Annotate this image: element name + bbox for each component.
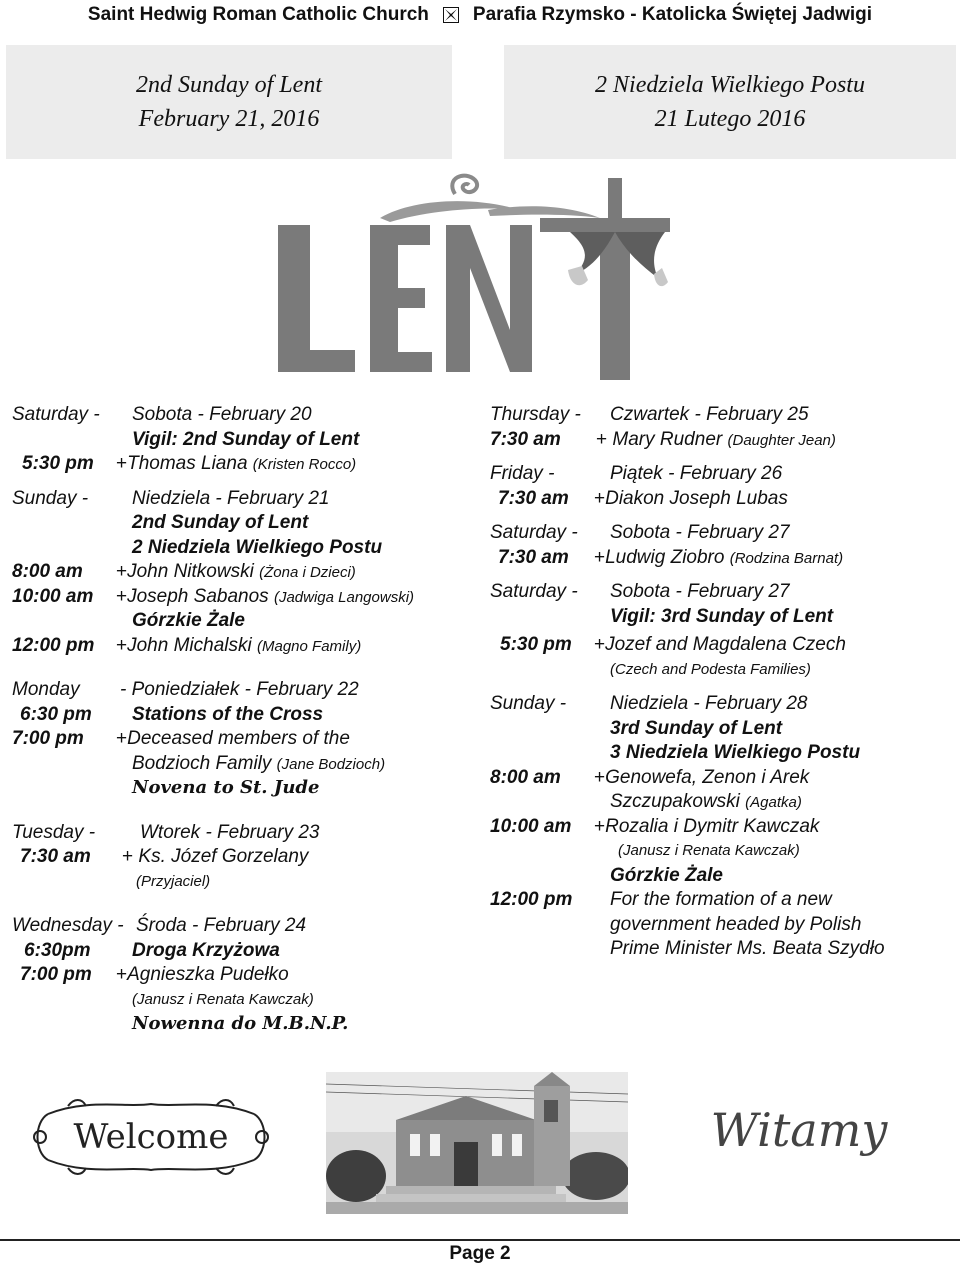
mass-row <box>490 487 956 512</box>
vigil-label: Vigil: 3rd Sunday of Lent <box>610 605 834 627</box>
church-name-english: Saint Hedwig Roman Catholic Church <box>87 4 429 25</box>
day-label: Monday <box>12 679 80 700</box>
mass-row <box>490 815 956 840</box>
witamy-text: Witamy <box>710 1103 888 1157</box>
mass-time: 10:00 am <box>12 585 94 607</box>
mass-time: 6:30pm <box>24 939 91 961</box>
deceased-mark: + <box>594 815 606 837</box>
mass-time: 10:00 am <box>490 815 572 837</box>
mass-row <box>490 546 956 571</box>
mass-intention: Bodzioch Family <box>132 752 272 774</box>
day-date: Niedziela - February 21 <box>132 487 330 509</box>
mass-intention: Thomas Liana <box>127 453 248 474</box>
mass-row <box>12 845 482 870</box>
liturgy-title: 3 Niedziela Wielkiego Postu <box>610 742 861 763</box>
mass-row <box>12 560 482 585</box>
title-box-polish <box>504 45 956 159</box>
title-box-english <box>6 45 452 159</box>
mass-row <box>12 703 482 728</box>
day-label: Thursday - <box>490 404 581 425</box>
mass-row <box>12 963 482 988</box>
schedule-row <box>490 692 956 717</box>
mass-intention: Deceased members of the <box>127 728 350 749</box>
devotion-label: Górzkie Żale <box>610 864 723 886</box>
page-number: Page 2 <box>449 1243 511 1264</box>
mass-intention: Agnieszka Pudełko <box>127 964 289 985</box>
deceased-mark: + <box>116 561 128 582</box>
mass-intention: Ludwig Ziobro <box>605 546 725 568</box>
lent-logo-image <box>270 170 690 385</box>
deceased-mark: + <box>594 546 606 568</box>
church-name-polish: Parafia Rzymsko - Katolicka Świętej Jadwigi <box>472 4 873 25</box>
mass-requester: (Jane Bodzioch) <box>276 755 386 773</box>
mass-requester: (Janusz i Renata Kawczak) <box>618 842 800 859</box>
vigil-label: Vigil: 2nd Sunday of Lent <box>132 428 360 450</box>
schedule-row <box>12 678 482 703</box>
deceased-mark: + <box>596 428 608 450</box>
deceased-mark: + <box>116 453 128 474</box>
deceased-mark: + <box>116 634 128 656</box>
mass-intention: government headed by Polish <box>610 913 862 935</box>
day-date: Piątek - February 26 <box>610 463 783 484</box>
church-header <box>0 0 960 30</box>
schedule-row <box>490 521 956 546</box>
mass-row <box>490 766 956 791</box>
schedule-row <box>12 914 482 939</box>
deceased-mark: + <box>116 964 128 985</box>
mass-row <box>12 939 482 964</box>
day-date: Wtorek - February 23 <box>140 821 320 843</box>
witamy-text-image <box>662 1094 936 1174</box>
day-date: Środa - February 24 <box>136 915 307 936</box>
day-date: Niedziela - February 28 <box>610 693 808 714</box>
welcome-ornament-image <box>28 1092 274 1182</box>
mass-requester: (Żona i Dzieci) <box>259 564 356 581</box>
mass-time: 7:00 pm <box>20 964 92 985</box>
mass-time: 8:00 am <box>490 766 561 788</box>
liturgy-title: 3rd Sunday of Lent <box>610 717 783 739</box>
mass-intention: Genowefa, Zenon i Arek <box>605 766 810 788</box>
title-polish-line1: 2 Niedziela Wielkiego Postu <box>595 72 865 98</box>
welcome-text: Welcome <box>73 1117 229 1157</box>
day-label: Wednesday - <box>12 915 124 936</box>
day-date: Sobota - February 20 <box>132 404 312 425</box>
mass-row <box>12 634 482 659</box>
day-label: Saturday - <box>490 581 578 602</box>
mass-time: 7:00 pm <box>12 728 84 749</box>
church-photo-image <box>326 1072 628 1214</box>
maltese-cross-icon <box>443 7 459 23</box>
day-date: Czwartek - February 25 <box>610 404 809 425</box>
mass-time: 12:00 pm <box>490 889 573 910</box>
title-polish-line2: 21 Lutego 2016 <box>654 106 806 132</box>
day-label: Saturday - <box>490 522 578 543</box>
day-label: Sunday - <box>12 487 89 509</box>
mass-intention: Jozef and Magdalena Czech <box>605 634 846 655</box>
mass-time: 8:00 am <box>12 561 83 582</box>
mass-time: 7:30 am <box>20 846 91 867</box>
devotion-label: Droga Krzyżowa <box>132 939 280 961</box>
mass-requester: (Magno Family) <box>257 637 362 655</box>
schedule-row <box>490 462 956 487</box>
mass-intention: Diakon Joseph Lubas <box>605 487 788 509</box>
schedule-row <box>12 428 482 453</box>
mass-time: 7:30 am <box>498 546 569 568</box>
mass-intention: Szczupakowski <box>610 791 740 812</box>
schedule-row <box>12 821 482 846</box>
devotion-label: Stations of the Cross <box>132 703 324 725</box>
title-english-line1: 2nd Sunday of Lent <box>136 72 322 98</box>
mass-requester: (Rodzina Barnat) <box>729 549 844 567</box>
mass-time: 7:30 am <box>490 428 561 450</box>
mass-intention: Prime Minister Ms. Beata Szydło <box>610 938 885 959</box>
schedule-left-column <box>12 403 482 1037</box>
mass-requester: (Przyjaciel) <box>136 872 211 890</box>
mass-row <box>12 727 482 752</box>
deceased-mark: + <box>594 766 606 788</box>
mass-time: 5:30 pm <box>22 453 94 474</box>
day-label: Sunday - <box>490 693 567 714</box>
mass-row <box>490 633 956 658</box>
liturgy-title: 2 Niedziela Wielkiego Postu <box>132 536 383 558</box>
day-date: Sobota - February 27 <box>610 581 790 602</box>
mass-requester: (Agatka) <box>745 794 802 811</box>
mass-row <box>12 452 482 477</box>
mass-time: 6:30 pm <box>20 703 92 725</box>
deceased-mark: + <box>116 585 128 607</box>
novena-label: Nowenna do M.B.N.P. <box>132 1013 349 1034</box>
day-date: - Poniedziałek - February 22 <box>120 679 359 700</box>
schedule-row <box>490 580 956 605</box>
title-english-line2: February 21, 2016 <box>138 106 320 132</box>
deceased-mark: + <box>116 728 128 749</box>
deceased-mark: + <box>594 634 606 655</box>
deceased-mark: + <box>122 846 134 867</box>
devotion-label: Górzkie Żale <box>132 610 245 631</box>
mass-requester: (Czech and Podesta Families) <box>610 660 811 678</box>
liturgy-title: 2nd Sunday of Lent <box>132 512 309 533</box>
schedule-row <box>12 403 482 428</box>
mass-intention: For the formation of a new <box>610 889 832 910</box>
day-label: Friday - <box>490 463 555 484</box>
mass-intention: Ks. Józef Gorzelany <box>138 846 309 867</box>
schedule-right-column <box>490 403 956 962</box>
schedule-row <box>12 487 482 512</box>
mass-intention: Joseph Sabanos <box>127 585 269 607</box>
mass-time: 7:30 am <box>498 487 569 509</box>
day-date: Sobota - February 27 <box>610 522 790 543</box>
day-label: Tuesday - <box>12 821 96 843</box>
mass-requester: (Jadwiga Langowski) <box>273 588 415 606</box>
mass-requester: (Kristen Rocco) <box>252 456 357 473</box>
novena-label: Novena to St. Jude <box>132 777 320 798</box>
mass-time: 12:00 pm <box>12 634 95 656</box>
day-label: Saturday - <box>12 404 100 425</box>
mass-intention: Rozalia i Dymitr Kawczak <box>605 815 820 837</box>
mass-requester: (Janusz i Renata Kawczak) <box>132 990 314 1008</box>
mass-intention: John Michalski <box>127 634 252 656</box>
mass-row <box>490 428 956 453</box>
mass-intention: John Nitkowski <box>127 561 254 582</box>
mass-row <box>490 888 956 913</box>
mass-time: 5:30 pm <box>500 634 572 655</box>
mass-row <box>12 585 482 610</box>
deceased-mark: + <box>594 487 606 509</box>
mass-intention: Mary Rudner <box>612 428 723 450</box>
schedule-row <box>490 403 956 428</box>
mass-requester: (Daughter Jean) <box>727 431 836 449</box>
